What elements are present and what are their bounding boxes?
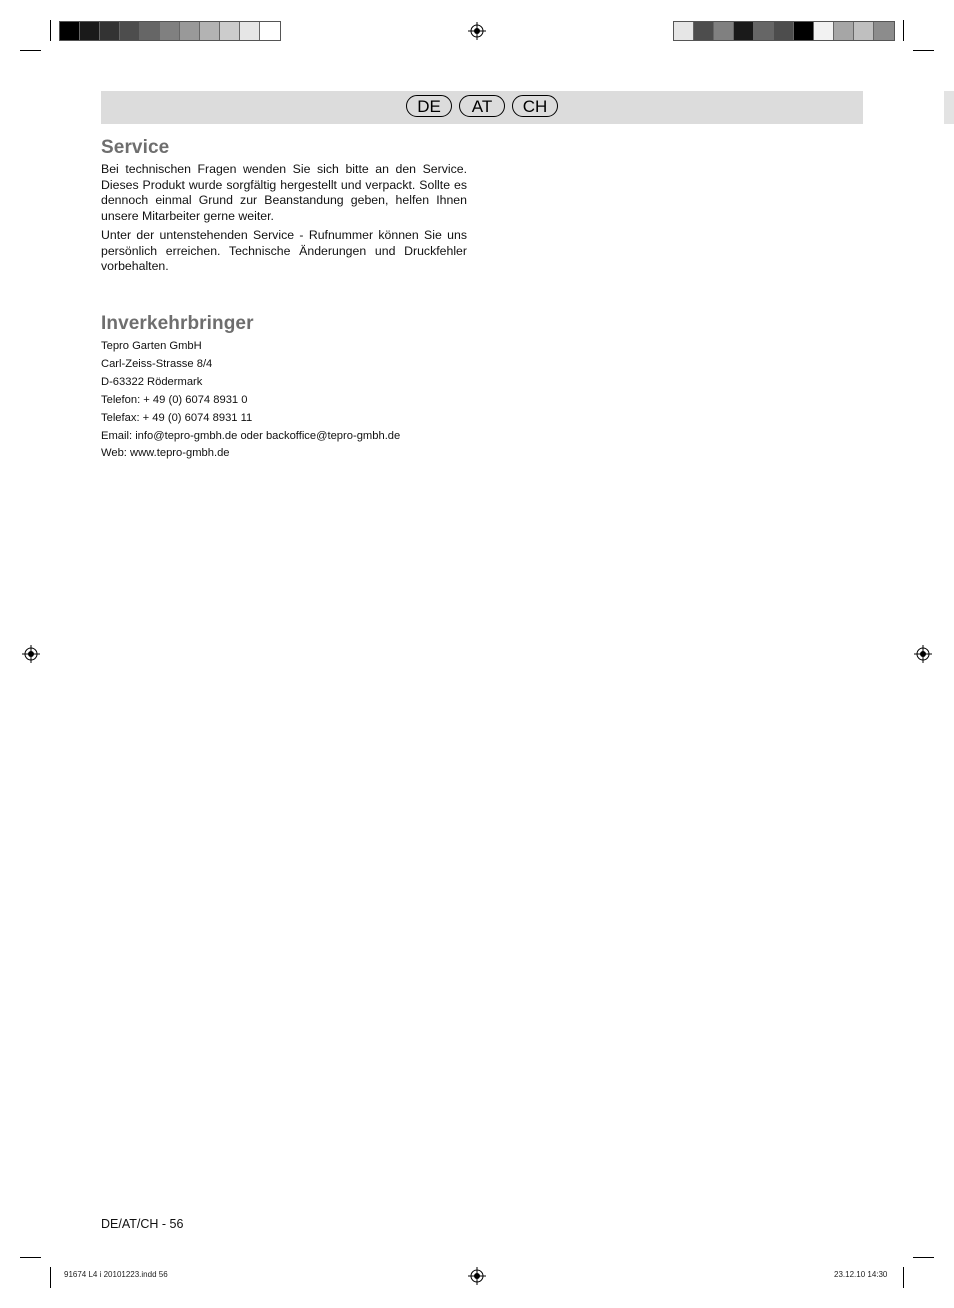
color-swatch [140,22,160,40]
print-slug-date: 23.12.10 14:30 [834,1270,888,1279]
crop-mark [20,1257,41,1258]
crop-mark [913,1257,934,1258]
language-badge-de: DE [406,95,452,117]
color-swatch [714,22,734,40]
registration-mark-icon [468,1267,486,1285]
color-swatch [674,22,694,40]
page-edge-tab [944,91,954,124]
color-swatch [734,22,754,40]
color-swatch [220,22,240,40]
service-heading: Service [101,137,170,158]
color-swatch [200,22,220,40]
address-street: Carl-Zeiss-Strasse 8/4 [101,357,213,370]
service-paragraph-2: Unter der untenstehenden Service - Rufnummer können Sie uns persönlich erreichen. Technische Änderungen und Druckfehler vorbehalten. [101,228,467,273]
distributor-address [101,338,400,463]
color-swatch [60,22,80,40]
registration-mark-icon [22,645,40,663]
color-swatch [754,22,774,40]
left-color-bar [59,21,281,41]
address-web: Web: www.tepro-gmbh.de [101,447,230,460]
address-city: D-63322 Rödermark [101,375,203,388]
language-badge-ch: CH [512,95,558,117]
address-email: Email: info@tepro-gmbh.de oder backoffice@tepro-gmbh.de [101,429,401,442]
color-swatch [874,22,894,40]
crop-mark [913,50,934,51]
address-phone: Telefon: + 49 (0) 6074 8931 0 [101,393,248,406]
crop-mark [50,20,51,41]
right-color-bar [673,21,895,41]
color-swatch [240,22,260,40]
color-swatch [834,22,854,40]
color-swatch [180,22,200,40]
language-header-band [101,91,863,124]
crop-mark [903,20,904,41]
color-swatch [120,22,140,40]
color-swatch [774,22,794,40]
color-swatch [854,22,874,40]
color-swatch [794,22,814,40]
color-swatch [260,22,280,40]
color-swatch [814,22,834,40]
service-paragraph-1: Bei technischen Fragen wenden Sie sich bitte an den Service. Dieses Produkt wurde sorgfältig hergestellt und verpackt. Sollte es dennoch einmal Grund zur Beanstandung geben, helfen Ihnen unsere Mitarbeiter gerne weiter. [101,162,467,223]
crop-mark [50,1267,51,1288]
registration-mark-icon [914,645,932,663]
page-number: DE/AT/CH - 56 [101,1217,184,1231]
language-badges [101,95,863,117]
color-swatch [694,22,714,40]
color-swatch [80,22,100,40]
color-swatch [160,22,180,40]
crop-mark [20,50,41,51]
registration-mark-icon [468,22,486,40]
address-fax: Telefax: + 49 (0) 6074 8931 11 [101,411,253,424]
color-swatch [100,22,120,40]
print-slug-file: 91674 L4 i 20101223.indd 56 [64,1270,168,1279]
distributor-heading: Inverkehrbringer [101,313,254,334]
address-company: Tepro Garten GmbH [101,340,202,352]
language-badge-at: AT [459,95,505,117]
crop-mark [903,1267,904,1288]
